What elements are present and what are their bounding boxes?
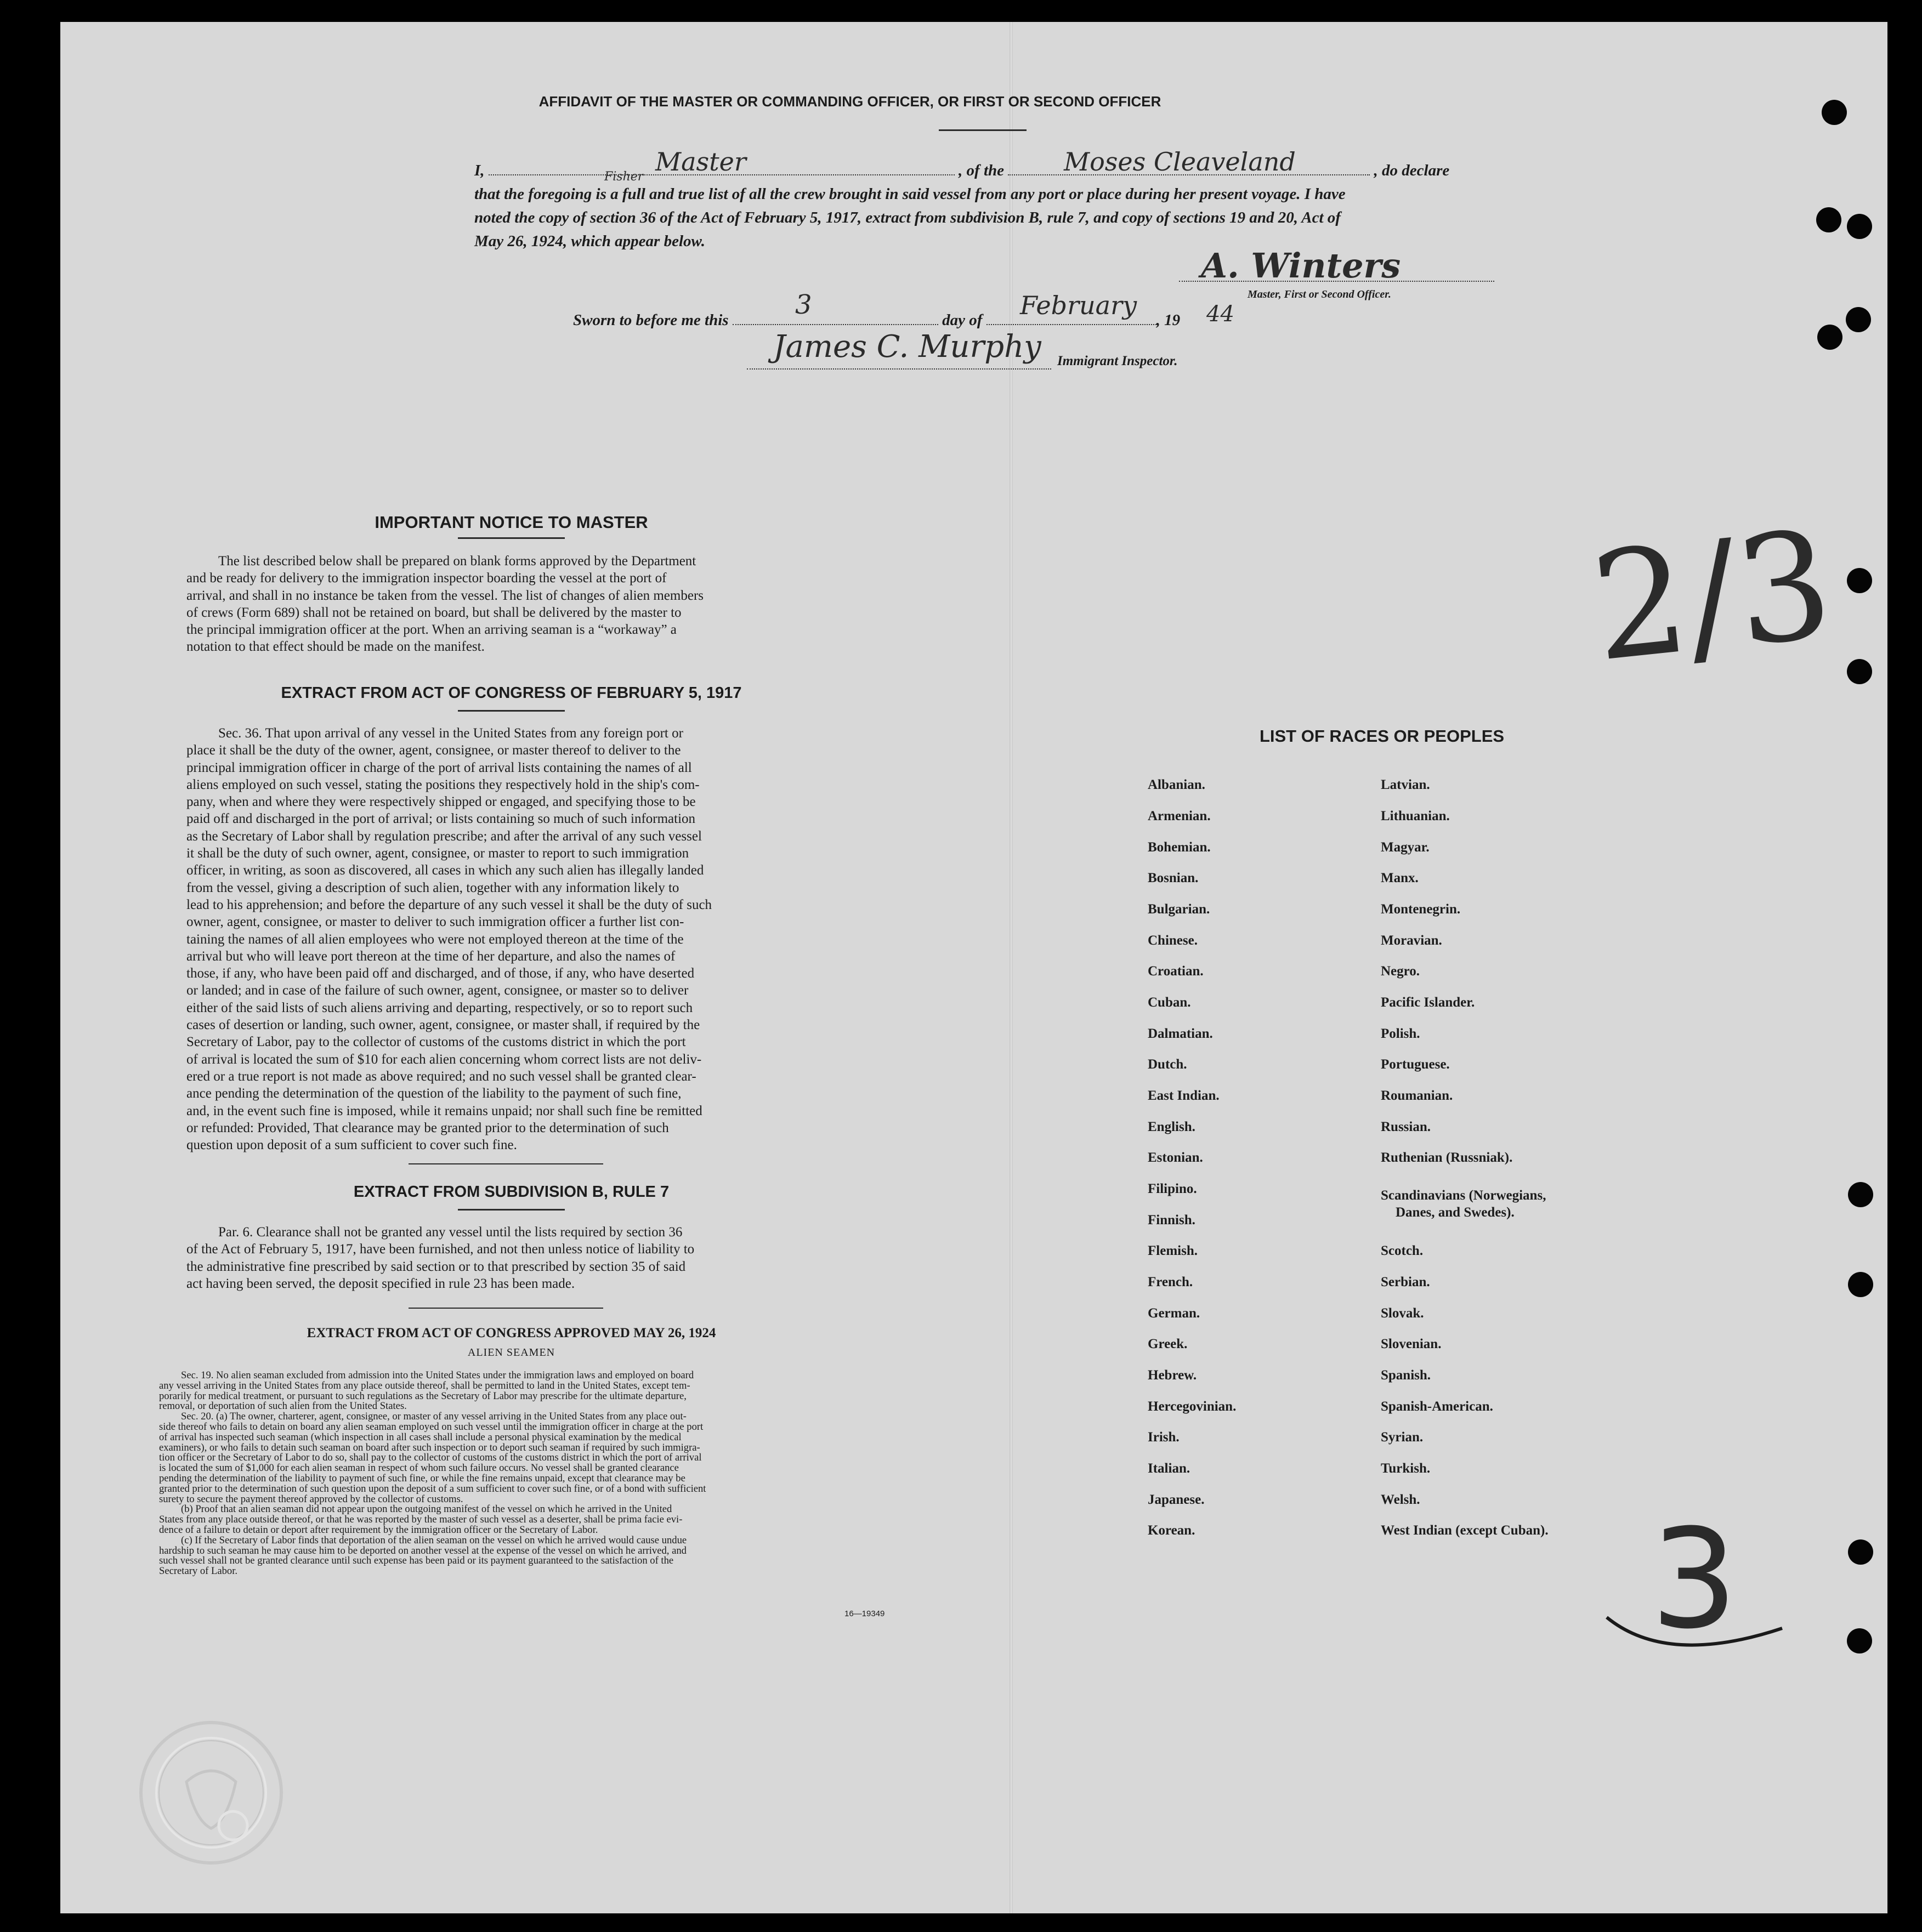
act-1924-subtitle: ALIEN SEAMEN	[467, 1346, 555, 1359]
year-handwriting: 44	[1206, 302, 1234, 327]
race-item: Albanian.	[1148, 777, 1205, 792]
center-fold	[1010, 22, 1013, 1913]
race-item: Spanish.	[1381, 1368, 1431, 1383]
do-declare-label: , do declare	[1374, 162, 1450, 179]
affidavit-line-4: May 26, 1924, which appear below.	[474, 232, 706, 250]
page-number-handwriting: 3	[1651, 1499, 1738, 1659]
race-item: Bulgarian.	[1148, 902, 1210, 917]
divider	[409, 1308, 603, 1309]
race-item: Dutch.	[1148, 1057, 1187, 1072]
race-item: Pacific Islander.	[1381, 995, 1475, 1010]
race-item: Manx.	[1381, 871, 1419, 885]
race-item: Finnish.	[1148, 1213, 1195, 1228]
races-title: LIST OF RACES OR PEOPLES	[1259, 726, 1505, 746]
race-item: Bohemian.	[1148, 840, 1211, 855]
vessel-name-handwriting: Moses Cleaveland	[1064, 147, 1296, 177]
form-number: 16—19349	[844, 1609, 885, 1618]
race-item: Montenegrin.	[1381, 902, 1461, 917]
notice-title: IMPORTANT NOTICE TO MASTER	[375, 513, 648, 532]
affidavit-line-3: noted the copy of section 36 of the Act of February 5, 1917, extract from subdivision B, rule 7, and copy of sections 19 and 20, Act of	[474, 209, 1341, 226]
race-item: Russian.	[1381, 1120, 1431, 1134]
day-of-label: day of	[942, 311, 983, 329]
race-item: Estonian.	[1148, 1150, 1203, 1165]
race-item: German.	[1148, 1306, 1200, 1321]
race-item: Moravian.	[1381, 933, 1442, 948]
affidavit-title: AFFIDAVIT OF THE MASTER OR COMMANDING OFFICER, OR FIRST OR SECOND OFFICER	[538, 93, 1161, 110]
race-item: West Indian (except Cuban).	[1381, 1523, 1549, 1538]
i-label: I,	[474, 162, 485, 179]
notice-body: The list described below shall be prepared on blank forms approved by the Department and be ready for delivery to the immigration inspector boarding the vessel at the port of arrival, and shall in no instance be taken from the vessel. The list of changes of alien members of crews (Form 689) shall not be retained on board, but shall be delivered by the master to the principal immigration officer at the port. When an arriving seaman is a “workaway” a notation to that effect should be made on the manifest.	[186, 554, 704, 655]
race-item: Syrian.	[1381, 1430, 1424, 1445]
race-item: Armenian.	[1148, 809, 1211, 823]
officer-rank-handwriting: Master	[655, 147, 746, 177]
officer-rank-handwriting-above: Fisher	[604, 170, 644, 184]
race-item: Italian.	[1148, 1461, 1190, 1476]
rule-7-title: EXTRACT FROM SUBDIVISION B, RULE 7	[353, 1183, 670, 1201]
race-item: Roumanian.	[1381, 1088, 1453, 1103]
divider	[458, 710, 565, 712]
race-item: Serbian.	[1381, 1275, 1430, 1289]
act-1924-title: EXTRACT FROM ACT OF CONGRESS APPROVED MAY 26, 1924	[307, 1326, 716, 1340]
race-item: Irish.	[1148, 1430, 1180, 1445]
race-item: Hercegovinian.	[1148, 1399, 1237, 1414]
act-1917-body: Sec. 36. That upon arrival of any vessel in the United States from any foreign port or place it shall be the duty of the owner, agent, consignee, or master thereof to deliver to the principal immigration officer in charge of the port of arrival lists containing the names of all aliens employed on such vessel, stating the positions they respectively hold in the ship's com- pany, when and where they were respectively shipped or engaged, and specifying those to be paid off and discharged in the port of arrival; or lists containing so much of such information as the Secretary of Labor shall by regulation prescribe; and after the arrival of any such vessel it shall be the duty of such owner, agent, consignee, or master to report to such immigration officer, in writing, as soon as discovered, all cases in which any such alien has illegally landed from the vessel, giving a description of such alien, together with any information likely to lead to his apprehension; and before the departure of any such vessel it shall be the duty of such owner, agent, consignee, or master to deliver to such immigration officer a further list con- taining the names of all alien employees who were not employed thereon at the time of the arrival but who will leave port thereon at the time of her departure, and also the names of those, if any, who have been paid off and discharged, and of those, if any, who have deserted or landed; and in case of the failure of such owner, agent, consignee, or master so to deliver either of the said lists of such aliens arriving and departing, respectively, or so to report such cases of desertion or landing, such owner, agent, consignee, or master shall, if required by the Secretary of Labor, pay to the collector of customs of the customs district in which the port of arrival is located the sum of $10 for each alien concerning whom correct lists are not deliv- ered or a true report is not made as above required; and no such vessel shall be granted clear- ance pending the determination of the question of the liability to the payment of such fine, and, in the event such fine is imposed, while it remains unpaid; nor shall such fine be remitted or refunded: Provided, That clearance may be granted prior to the determination of such question upon deposit of a sum sufficient to cover such fine.	[186, 726, 712, 1153]
divider	[939, 129, 1027, 131]
act-1917-title: EXTRACT FROM ACT OF CONGRESS OF FEBRUARY 5, 1917	[281, 684, 742, 702]
race-item: Magyar.	[1381, 840, 1430, 855]
embossed-seal	[134, 1716, 288, 1870]
race-item: Ruthenian (Russniak).	[1381, 1150, 1513, 1165]
race-item: Polish.	[1381, 1026, 1420, 1041]
divider	[458, 1209, 565, 1211]
day-blank	[733, 312, 938, 325]
rule-7-body: Par. 6. Clearance shall not be granted any vessel until the lists required by section 36 of the Act of February 5, 1917, have been furnished, and not then unless notice of liability to the administrative fine prescribed by said section or to that prescribed by section 35 of said act having been served, the deposit specified in rule 23 has been made.	[186, 1225, 695, 1291]
race-item: Hebrew.	[1148, 1368, 1197, 1383]
race-item: Negro.	[1381, 964, 1420, 979]
act-1924-body: Sec. 19. No alien seaman excluded from admission into the United States under the immigration laws and employed on board any vessel arriving in the United States from any place outside thereof, shall be permitted to land in the United States, except tem- porarily for medical treatment, or pursuant to such regulations as the Secretary of Labor may prescribe for the ultimate departure, removal, or deportation of such alien from the United States. Sec. 20. (a) The owner, charterer, agent, consignee, or master of any vessel arriving in the United States from any place out- side thereof who fails to detain on board any alien seaman employed on such vessel until the immigration officer in charge at the port of arrival has inspected such seaman (which inspection in all cases shall include a personal physical examination by the medical examiners), or who fails to detain such seaman on board after such inspection or to deport such seaman if required by such immigra- tion officer or the Secretary of Labor to do so, shall pay to the collector of customs of the customs district in which the port of arrival is located the sum of $1,000 for each alien seaman in respect of whom such failure occurs. No vessel shall be granted clearance pending the determination of the liability to payment of such fine, or while the fine remains unpaid, except that clearance may be granted prior to the determination of such question upon the deposit of a sum sufficient to cover such fine, or of a bond with sufficient surety to secure the payment thereof approved by the collector of customs. (b) Proof that an alien seaman did not appear upon the outgoing manifest of the vessel on which he arrived in the United States from any place outside thereof, or that he was reported by the master of such vessel as a deserter, shall be prima facie evi- dence of a failure to detain or deport after requirement by the immigration officer or the Secretary of Labor. (c) If the Secretary of Labor finds that deportation of the alien seaman on the vessel on which he arrived would cause undue hardship to such seaman he may cause him to be deported on another vessel at the expense of the vessel on which he arrived, and such vessel shall not be granted clearance until such expense has been paid or its payment guaranteed to the satisfaction of the Secretary of Labor.	[159, 1370, 706, 1577]
year-printed: , 19	[1156, 311, 1181, 329]
race-item: Cuban.	[1148, 995, 1191, 1010]
race-item: Dalmatian.	[1148, 1026, 1213, 1041]
race-item: French.	[1148, 1275, 1193, 1289]
page-number-underline	[1601, 1606, 1788, 1667]
race-item: Slovak.	[1381, 1306, 1424, 1321]
master-signature: A. Winters	[1201, 246, 1401, 286]
inspector-line	[747, 368, 1051, 370]
race-item: Chinese.	[1148, 933, 1198, 948]
race-item: Korean.	[1148, 1523, 1195, 1538]
race-item: Japanese.	[1148, 1492, 1205, 1507]
page-count-handwriting: 2/3	[1584, 498, 1840, 695]
race-item: Greek.	[1148, 1337, 1188, 1351]
day-handwriting: 3	[795, 289, 812, 320]
divider	[409, 1163, 603, 1164]
race-item: Portuguese.	[1381, 1057, 1450, 1072]
race-item: Danes, and Swedes).	[1396, 1205, 1515, 1220]
race-item: Latvian.	[1381, 777, 1430, 792]
divider	[458, 537, 565, 539]
race-item: English.	[1148, 1120, 1195, 1134]
race-item: Lithuanian.	[1381, 809, 1450, 823]
race-item: Scandinavians (Norwegians,	[1381, 1188, 1546, 1203]
inspector-signature: James C. Murphy	[773, 329, 1041, 365]
sworn-label: Sworn to before me this	[573, 311, 729, 329]
affidavit-line-2: that the foregoing is a full and true list of all the crew brought in said vessel from any port or place during her present voyage. I have	[474, 185, 1346, 203]
race-item: Scotch.	[1381, 1243, 1424, 1258]
race-item: Slovenian.	[1381, 1337, 1442, 1351]
race-item: Bosnian.	[1148, 871, 1199, 885]
race-item: Welsh.	[1381, 1492, 1420, 1507]
race-item: Turkish.	[1381, 1461, 1431, 1476]
month-handwriting: February	[1020, 291, 1137, 320]
race-item: East Indian.	[1148, 1088, 1220, 1103]
race-item: Croatian.	[1148, 964, 1204, 979]
of-the-label: , of the	[959, 162, 1005, 179]
signature-caption: Master, First or Second Officer.	[1248, 288, 1391, 300]
inspector-caption: Immigrant Inspector.	[1057, 354, 1178, 368]
race-item: Filipino.	[1148, 1181, 1197, 1196]
race-item: Flemish.	[1148, 1243, 1198, 1258]
race-item: Spanish-American.	[1381, 1399, 1493, 1414]
